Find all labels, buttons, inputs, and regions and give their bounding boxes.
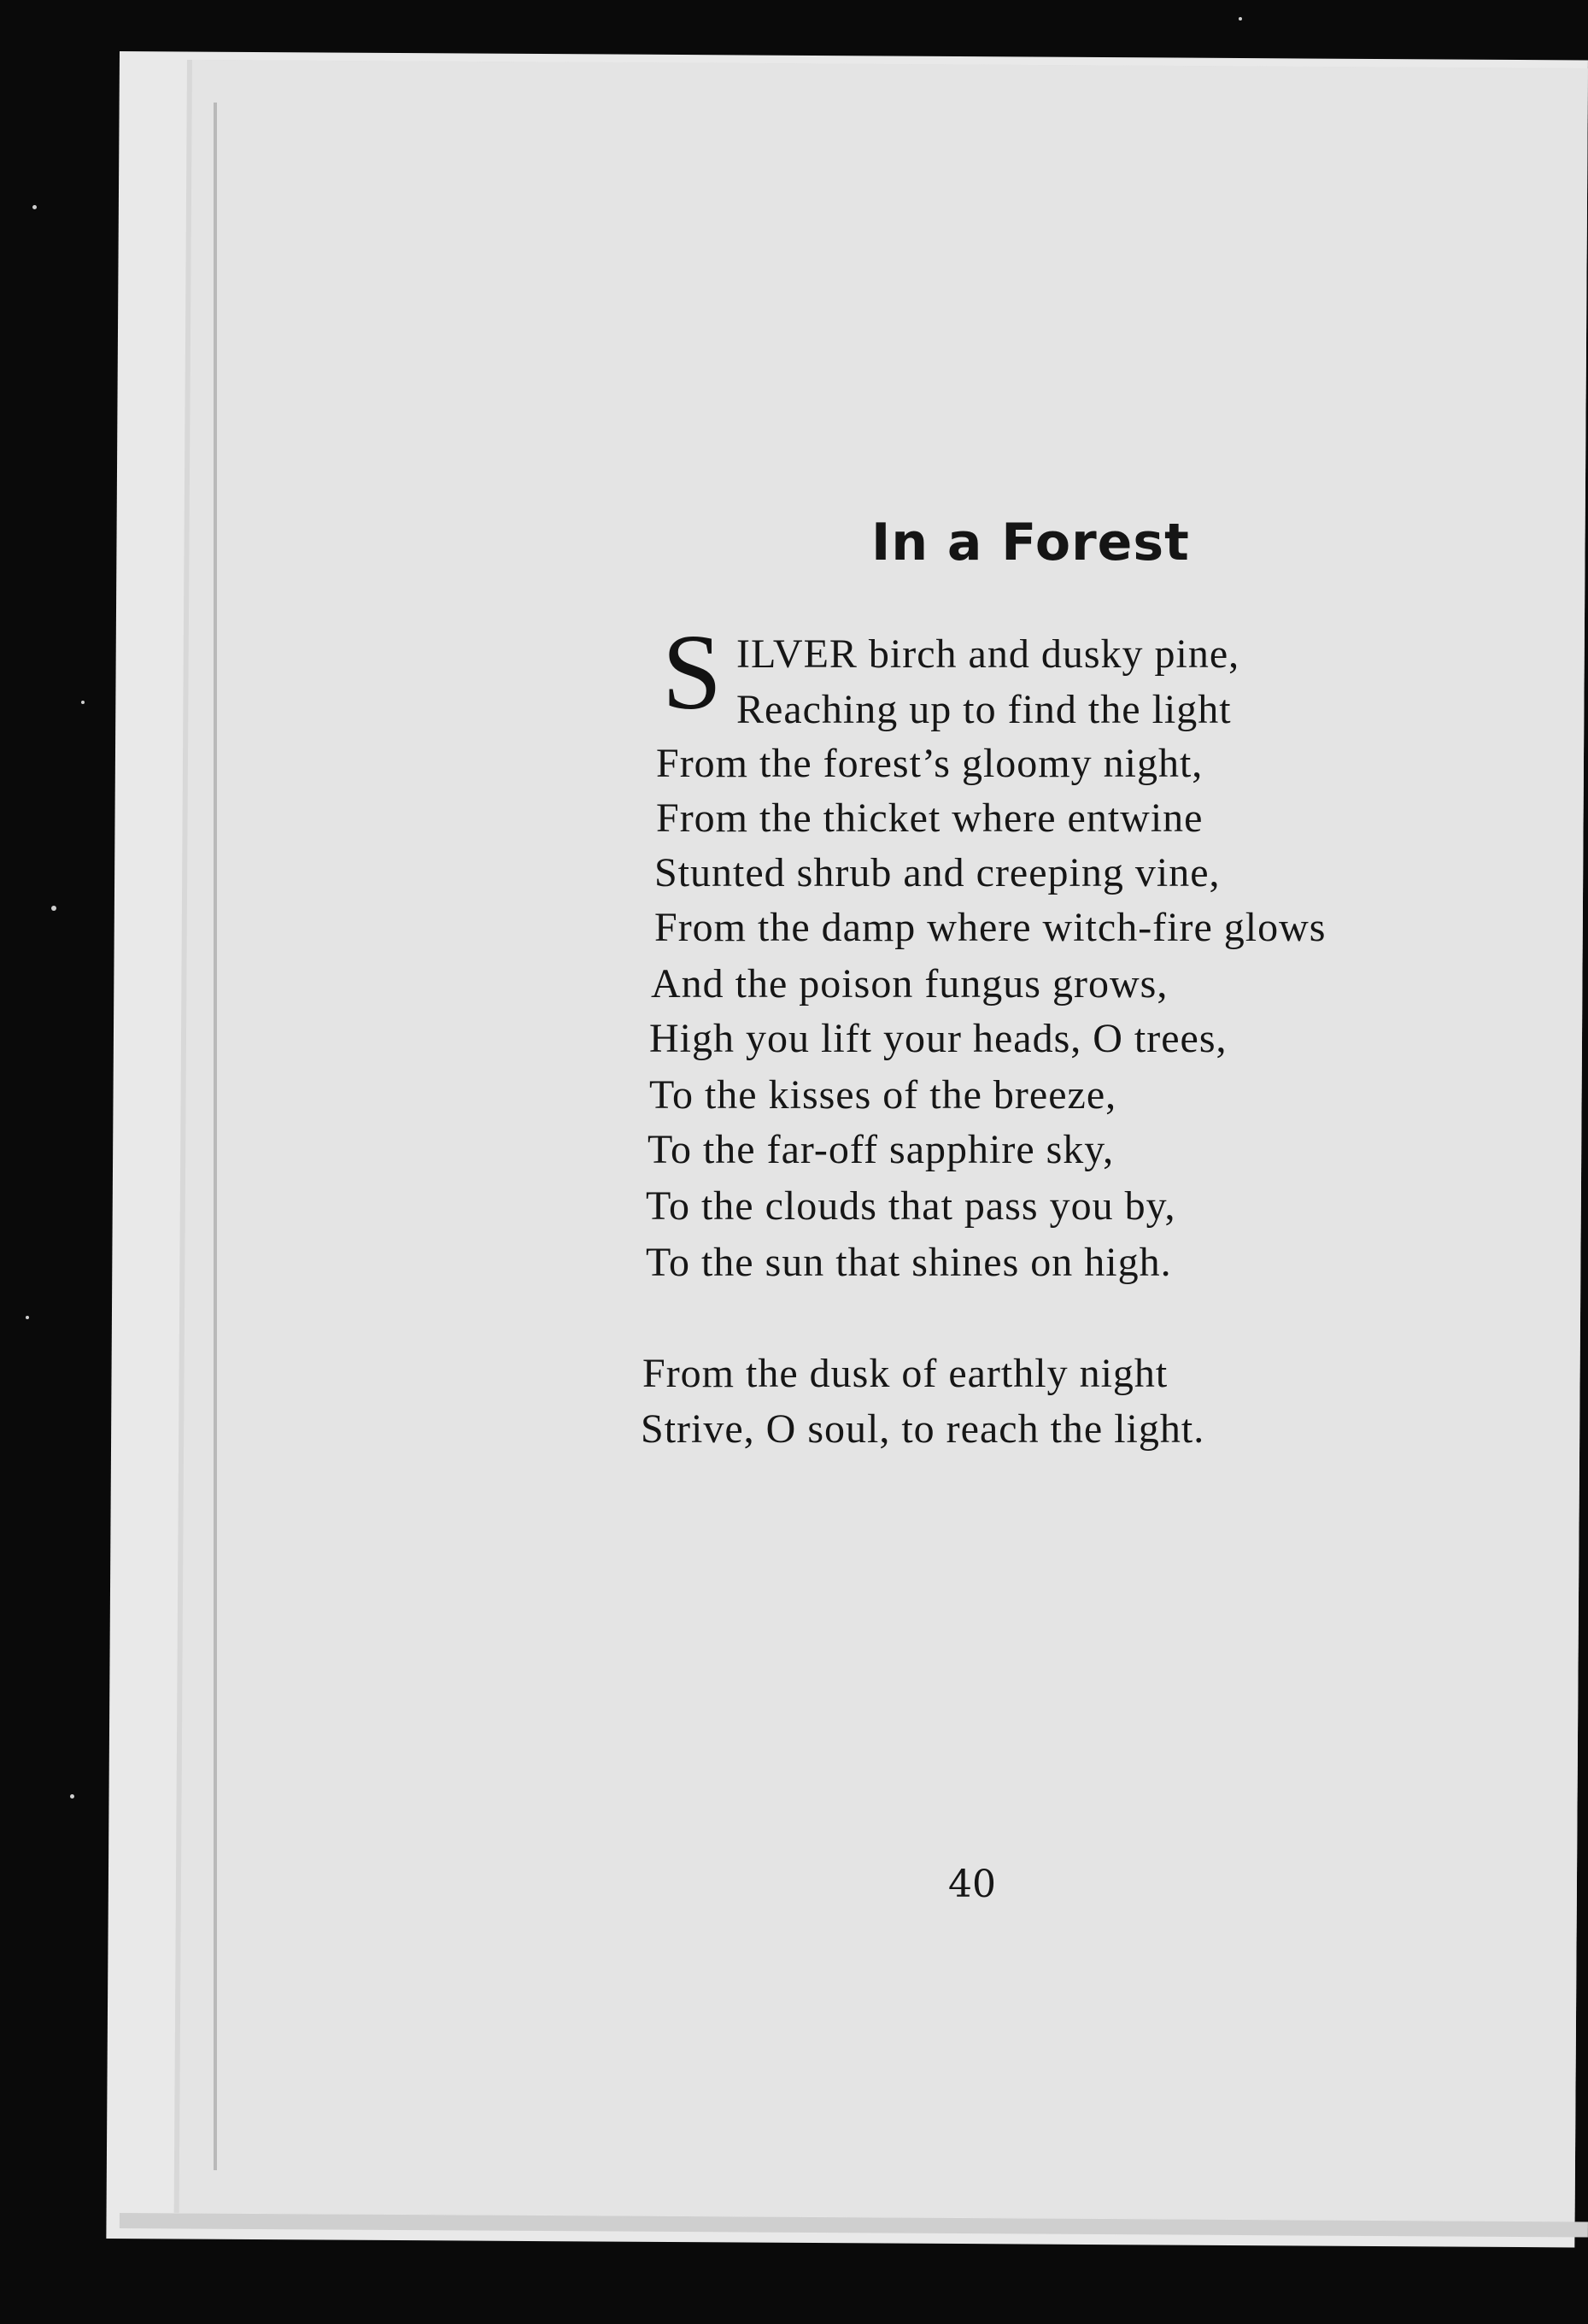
dust-speck xyxy=(32,205,37,209)
dust-speck xyxy=(26,1316,29,1319)
poem-line: And the poison fungus grows, xyxy=(651,961,1169,1006)
poem-line: From the forest’s gloomy night, xyxy=(656,741,1204,786)
drop-cap: S xyxy=(662,613,723,732)
poem-line: Stunted shrub and creeping vine, xyxy=(654,850,1221,895)
poem-line: To the far-off sapphire sky, xyxy=(648,1127,1115,1172)
poem-line: From the damp where witch-fire glows xyxy=(654,905,1327,950)
poem-line: To the sun that shines on high. xyxy=(646,1240,1172,1285)
poem-line: From the thicket where entwine xyxy=(656,795,1204,841)
poem-line: ILVER birch and dusky pine, xyxy=(736,631,1240,677)
page-gutter xyxy=(214,103,217,2170)
dust-speck xyxy=(1239,17,1242,21)
dust-speck xyxy=(51,906,56,911)
dust-speck xyxy=(81,701,85,704)
poem-line: Reaching up to find the light xyxy=(736,687,1232,732)
poem-line: Strive, O soul, to reach the light. xyxy=(641,1406,1205,1452)
poem-line: To the kisses of the breeze, xyxy=(649,1072,1117,1118)
poem-line: High you lift your heads, O trees, xyxy=(649,1016,1228,1061)
poem-title: In a Forest xyxy=(871,513,1190,572)
poem-line: To the clouds that pass you by, xyxy=(646,1183,1176,1229)
page-number: 40 xyxy=(948,1863,996,1906)
dust-speck xyxy=(70,1794,74,1799)
poem-line: From the dusk of earthly night xyxy=(642,1351,1169,1396)
